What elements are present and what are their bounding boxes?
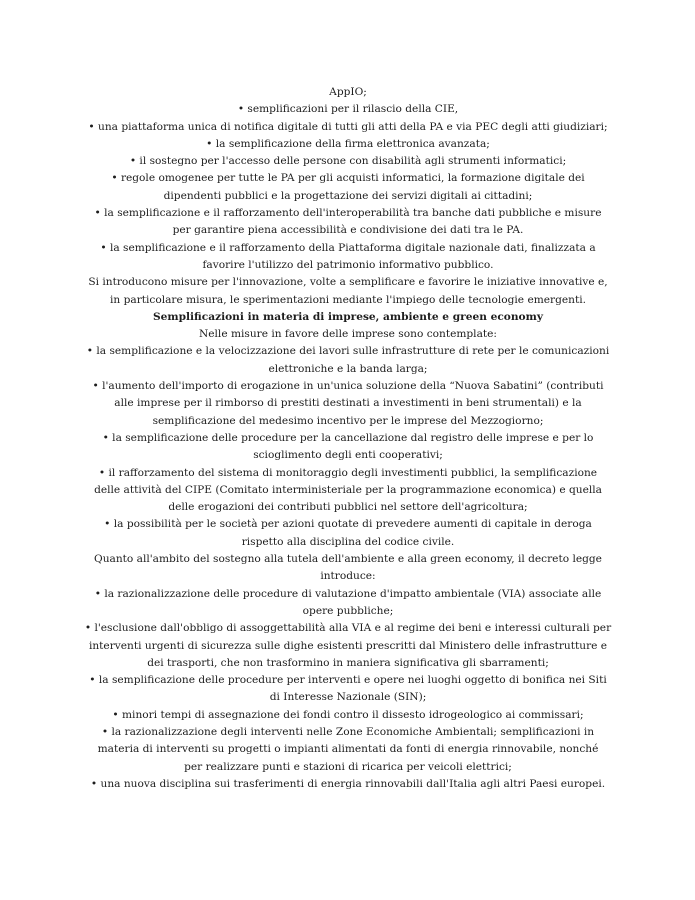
text-line: • l'aumento dell'importo di erogazione in un'unica soluzione della “Nuova Sabatini” (contributi: [92, 380, 604, 393]
text-line: delle erogazioni dei contributi pubblici nel settore dell'agricoltura;: [168, 501, 528, 514]
text-line: • semplificazioni per il rilascio della CIE,: [237, 103, 459, 116]
text-line: elettroniche e la banda larga;: [268, 362, 428, 375]
text-line: rispetto alla disciplina del codice civile.: [241, 535, 455, 548]
text-line: • la semplificazione della firma elettronica avanzata;: [206, 137, 490, 150]
text-line: • la razionalizzazione delle procedure di valutazione d'impatto ambientale (VIA) associate alle: [94, 587, 602, 600]
text-line: • la semplificazione e la velocizzazione dei lavori sulle infrastrutture di rete per le comunicazioni: [86, 345, 610, 358]
text-line: • una nuova disciplina sui trasferimenti di energia rinnovabili dall'Italia agli altri Paesi europei.: [90, 777, 606, 790]
text-line: • l'esclusione dall'obbligo di assoggettabilità alla VIA e al regime dei beni e interessi culturali per: [84, 622, 612, 635]
text-line: • minori tempi di assegnazione dei fondi contro il dissesto idrogeologico ai commissari;: [112, 708, 584, 721]
text-line: semplificazione del medesimo incentivo per le imprese del Mezzogiorno;: [152, 414, 544, 427]
text-line: • regole omogenee per tutte le PA per gli acquisti informatici, la formazione digitale dei: [111, 172, 585, 185]
text-line: Quanto all'ambito del sostegno alla tutela dell'ambiente e alla green economy, il decreto legge: [94, 553, 602, 566]
text-line: Nelle misure in favore delle imprese sono contemplate:: [199, 328, 497, 341]
text-line: • una piattaforma unica di notifica digitale di tutti gli atti della PA e via PEC degli atti giudiziari;: [88, 120, 608, 133]
text-line: alle imprese per il rimborso di prestiti destinati a investimenti in beni strumentali) e la: [114, 397, 582, 410]
text-line: dipendenti pubblici e la progettazione dei servizi digitali ai cittadini;: [163, 189, 533, 202]
text-line: delle attività del CIPE (Comitato interministeriale per la programmazione economica) e quella: [94, 483, 602, 496]
text-line: dei trasporti, che non trasformino in maniera significativa gli sbarramenti;: [147, 656, 549, 669]
text-line: per garantire piena accessibilità e condivisione dei dati tra le PA.: [172, 224, 524, 237]
text-line: AppIO;: [329, 86, 367, 98]
section-heading: Semplificazioni in materia di imprese, ambiente e green economy: [153, 310, 543, 323]
text-line: introduce:: [320, 570, 376, 583]
text-line: scioglimento degli enti cooperativi;: [253, 449, 443, 462]
text-line: • la semplificazione e il rafforzamento della Piattaforma digitale nazionale dati, finalizzata a: [100, 241, 596, 254]
text-line: • la razionalizzazione degli interventi nelle Zone Economiche Ambientali; semplificazioni in: [101, 725, 595, 738]
text-line: di Interesse Nazionale (SIN);: [269, 691, 427, 704]
document-body: [58, 84, 638, 793]
text-line: per realizzare punti e stazioni di ricarica per veicoli elettrici;: [184, 760, 512, 773]
text-line: • la semplificazione delle procedure per interventi e opere nei luoghi oggetto di bonifica nei Siti: [89, 674, 607, 687]
text-line: in particolare misura, le sperimentazioni mediante l'impiego delle tecnologie emergenti.: [110, 293, 586, 306]
text-line: opere pubbliche;: [302, 604, 394, 617]
text-line: • la semplificazione e il rafforzamento dell'interoperabilità tra banche dati pubbliche e misure: [94, 207, 602, 220]
text-line: Si introducono misure per l'innovazione, volte a semplificare e favorire le iniziative innovative e,: [88, 276, 608, 289]
text-line: materia di interventi su progetti o impianti alimentati da fonti di energia rinnovabile, nonché: [97, 743, 599, 756]
text-line: • il sostegno per l'accesso delle persone con disabilità agli strumenti informatici;: [129, 155, 567, 168]
text-line: interventi urgenti di sicurezza sulle dighe esistenti prescritti dal Ministero delle infrastrutture e: [88, 639, 608, 652]
text-line: • il rafforzamento del sistema di monitoraggio degli investimenti pubblici, la semplificazione: [98, 466, 598, 479]
text-line: • la possibilità per le società per azioni quotate di prevedere aumenti di capitale in deroga: [104, 518, 592, 531]
text-line: • la semplificazione delle procedure per la cancellazione dal registro delle imprese e per lo: [102, 431, 594, 444]
text-line: favorire l'utilizzo del patrimonio informativo pubblico.: [202, 258, 494, 271]
